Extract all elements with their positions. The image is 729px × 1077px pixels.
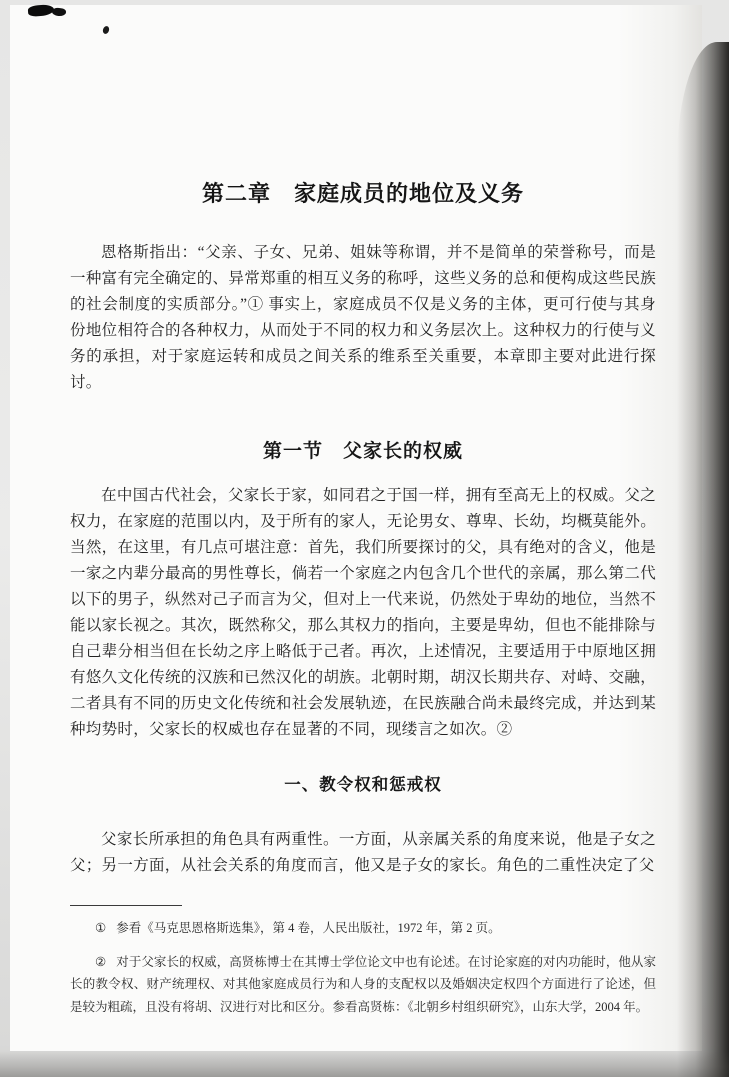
subsection-heading: 一、教令权和惩戒权 — [284, 775, 442, 794]
footnote-1-marker: ① — [95, 921, 107, 935]
footnote-divider — [70, 905, 182, 906]
footnote-1-text: 参看《马克思恩格斯选集》，第 4 卷，人民出版社，1972 年，第 2 页。 — [116, 921, 501, 935]
scan-shadow-right-edge — [677, 42, 729, 1077]
chapter-title: 第二章 家庭成员的地位及义务 — [201, 181, 524, 206]
intro-paragraph: 恩格斯指出：“父亲、子女、兄弟、姐妹等称谓，并不是简单的荣誉称号，而是一种富有完全确定的、异常郑重的相互义务的称呼，这些义务的总和便构成这些民族的社会制度的实质部分。”① 事实上，家庭成员不仅是义务的主体，更可行使与其身份地位相符合的各种权力，从而处于不同的权力和义务层次上。这种权力的行使与义务的承担，对于家庭运转和成员之间关系的维系至关重要，本章即主要对此进行探讨。 — [70, 244, 656, 391]
footnote-2 — [70, 951, 656, 1019]
section-paragraph: 在中国古代社会，父家长于家，如同君之于国一样，拥有至高无上的权威。父之权力，在家庭的范围以内，及于所有的家人，无论男女、尊卑、长幼，均概莫能外。当然，在这里，有几点可堪注意：首先，我们所要探讨的父，具有绝对的含义，他是一家之内辈分最高的男性尊长，倘若一个家庭之内包含几个世代的亲属，那么第二代以下的男子，纵然对己子而言为父，但对上一代来说，仍然处于卑幼的地位，当然不能以家长视之。其次，既然称父，那么其权力的指向，主要是卑幼，但也不能排除与自己辈分相当但在长幼之序上略低于己者。再次，上述情况，主要适用于中原地区拥有悠久文化传统的汉族和已然汉化的胡族。北朝时期，胡汉长期共存、对峙、交融，二者具有不同的历史文化传统和社会发展轨迹，在民族融合尚未最终完成，并达到某种均势时，父家长的权威也存在显著的不同，现缕言之如次。② — [70, 487, 656, 738]
scan-shadow-bottom-edge — [0, 1051, 729, 1077]
section-heading: 第一节 父家长的权威 — [262, 441, 463, 462]
footnote-2-text: 对于父家长的权威，高贤栋博士在其博士学位论文中也有论述。在讨论家庭的对内功能时，他从家长的教令权、财产统理权、对其他家庭成员行为和人身的支配权以及婚姻决定权四个方面进行了论述，但是较为粗疏，且没有将胡、汉进行对比和区分。参看高贤栋：《北朝乡村组织研究》，山东大学，2004 年。 — [70, 954, 656, 1014]
footnote-1 — [70, 917, 656, 940]
book-page — [10, 5, 702, 1051]
footnote-2-marker: ② — [95, 954, 107, 969]
subsection-paragraph: 父家长所承担的角色具有两重性。一方面，从亲属关系的角度来说，他是子女之父；另一方面，从社会关系的角度而言，他又是子女的家长。角色的二重性决定了父 — [70, 831, 656, 874]
